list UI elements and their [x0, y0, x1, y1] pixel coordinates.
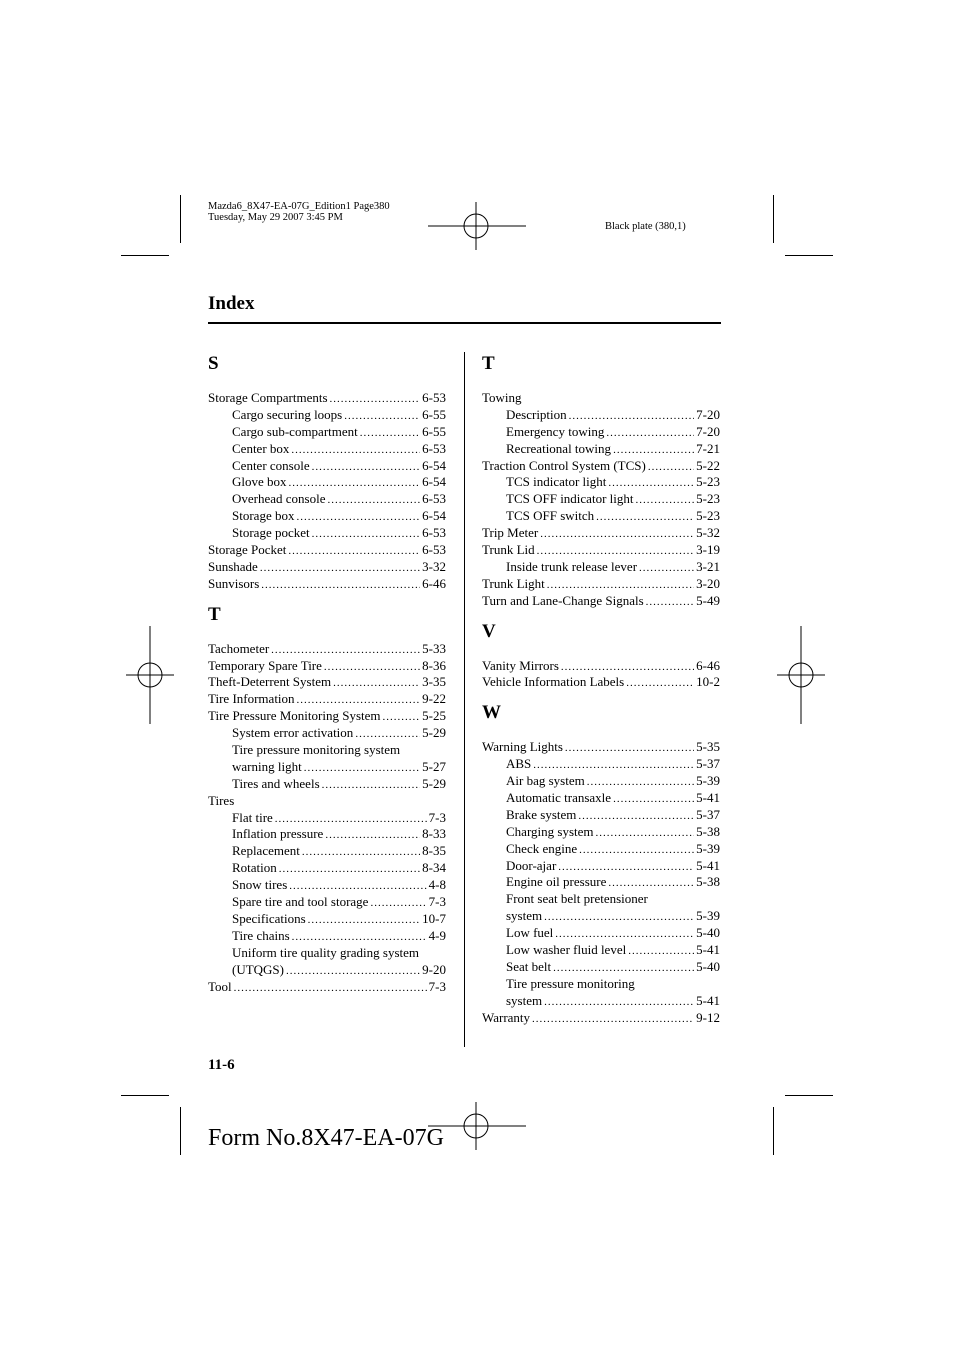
- entry-text: Temporary Spare Tire: [208, 657, 322, 673]
- entry-text: Sunvisors: [208, 575, 260, 591]
- index-entries: [208, 641, 446, 996]
- entry-text: Storage pocket: [232, 525, 310, 541]
- entry-page: 8-35: [422, 843, 446, 859]
- dot-leader: [344, 408, 420, 425]
- index-entry: [482, 424, 720, 441]
- dot-leader: [302, 844, 420, 861]
- entry-text: TCS OFF indicator light: [506, 491, 634, 507]
- dot-leader: [328, 492, 421, 509]
- dot-leader: [606, 425, 694, 442]
- entry-page: 6-46: [422, 575, 446, 591]
- entry-page: 8-36: [422, 657, 446, 673]
- entry-page: 5-22: [696, 457, 720, 473]
- entry-page: 7-21: [696, 440, 720, 456]
- index-entry: [482, 807, 720, 824]
- entry-page: 9-22: [422, 691, 446, 707]
- entry-text: TCS OFF switch: [506, 508, 595, 524]
- index-entry: [482, 1010, 720, 1027]
- entry-page: 6-55: [422, 406, 446, 422]
- entry-page: 7-20: [696, 423, 720, 439]
- entry-page: 6-53: [422, 390, 446, 405]
- entry-text: Trunk Lid: [482, 542, 535, 558]
- entry-page: 5-29: [422, 775, 446, 791]
- entry-text: Emergency towing: [506, 423, 605, 439]
- index-entry: [482, 874, 720, 891]
- entry-text: Glove box: [232, 474, 287, 490]
- dot-leader: [646, 594, 695, 611]
- index-entry: [208, 860, 446, 877]
- index-entry: [482, 474, 720, 491]
- index-entry: [482, 658, 720, 675]
- entry-page: 5-29: [422, 725, 446, 741]
- entry-text: Tires and wheels: [232, 775, 320, 791]
- entry-page: 5-27: [422, 758, 446, 774]
- index-entry: [208, 826, 446, 843]
- entry-page: 9-20: [422, 961, 446, 977]
- dot-leader: [569, 408, 695, 425]
- entry-page: 5-38: [696, 874, 720, 890]
- entry-page: 5-37: [696, 806, 720, 822]
- dot-leader: [565, 740, 694, 757]
- page-number: 11-6: [208, 1057, 235, 1073]
- entry-text: Tire chains: [232, 927, 290, 943]
- entry-page: 7-3: [428, 894, 446, 910]
- dot-leader: [297, 692, 421, 709]
- entry-page: 5-40: [696, 925, 720, 941]
- entry-text: Vehicle Information Labels: [482, 674, 625, 690]
- entry-page: 5-37: [696, 756, 720, 772]
- entry-text: Tire Pressure Monitoring System: [208, 708, 381, 724]
- entry-page: 5-23: [696, 491, 720, 507]
- dot-leader: [370, 895, 426, 912]
- dot-leader: [260, 560, 420, 577]
- entry-page: 3-20: [696, 575, 720, 591]
- entry-text: Spare tire and tool storage: [232, 894, 369, 910]
- entry-page: 8-34: [422, 860, 446, 876]
- entry-text: Center box: [232, 440, 290, 456]
- index-entry: [208, 945, 446, 962]
- entry-page: 7-3: [428, 978, 446, 994]
- entry-text: Overhead console: [232, 491, 326, 507]
- index-entry: [208, 911, 446, 928]
- dot-leader: [555, 926, 694, 943]
- entry-page: 5-40: [696, 958, 720, 974]
- index-entry: [208, 928, 446, 945]
- registration-mark-left: [126, 626, 176, 724]
- entry-text: Charging system: [506, 823, 594, 839]
- crop-mark: [785, 1095, 833, 1096]
- index-entry: [482, 908, 720, 925]
- index-entry: [482, 773, 720, 790]
- index-entry: [208, 424, 446, 441]
- dot-leader: [324, 659, 420, 676]
- index-entry: [208, 962, 446, 979]
- entry-text: Brake system: [506, 806, 577, 822]
- index-entry: [208, 525, 446, 542]
- index-entry: [208, 877, 446, 894]
- entry-text: Flat tire: [232, 809, 273, 825]
- dot-leader: [561, 659, 694, 676]
- index-entries: [482, 739, 720, 1026]
- section-letter: T: [482, 353, 495, 374]
- index-entry: [208, 793, 446, 810]
- dot-leader: [639, 560, 694, 577]
- dot-leader: [579, 842, 694, 859]
- entry-text: Turn and Lane-Change Signals: [482, 592, 644, 608]
- dot-leader: [271, 642, 420, 659]
- index-entry: [482, 576, 720, 593]
- file-line: Mazda6_8X47-EA-07G_Edition1 Page380: [208, 201, 390, 212]
- entry-page: 4-8: [428, 877, 446, 893]
- entry-text: Tire Information: [208, 691, 295, 707]
- entry-page: 5-41: [696, 992, 720, 1008]
- dot-leader: [547, 577, 694, 594]
- index-entry: [482, 925, 720, 942]
- entry-text: Automatic transaxle: [506, 790, 612, 806]
- entry-page: 7-20: [696, 406, 720, 422]
- right-column: [482, 354, 720, 1027]
- index-entry: [208, 776, 446, 793]
- entry-text: Recreational towing: [506, 440, 612, 456]
- section-letter: T: [208, 603, 221, 625]
- entry-text: Tachometer: [208, 640, 270, 656]
- entry-page: 5-49: [696, 592, 720, 608]
- entry-page: 5-41: [696, 942, 720, 958]
- index-entry: [208, 390, 446, 407]
- entry-text: Sunshade: [208, 558, 258, 574]
- entry-page: 5-23: [696, 508, 720, 524]
- dot-leader: [587, 774, 694, 791]
- dot-leader: [330, 391, 421, 408]
- index-entry: [482, 993, 720, 1010]
- entry-text: Towing: [482, 390, 522, 405]
- dot-leader: [308, 912, 421, 929]
- dot-leader: [544, 994, 694, 1011]
- crop-mark: [121, 255, 169, 256]
- dot-leader: [635, 492, 694, 509]
- dot-leader: [383, 709, 421, 726]
- index-entry: [482, 508, 720, 525]
- index-entry: [482, 559, 720, 576]
- dot-leader: [289, 878, 426, 895]
- index-entry: [208, 474, 446, 491]
- dot-leader: [537, 543, 695, 560]
- index-entry: [208, 708, 446, 725]
- index-entry: [482, 441, 720, 458]
- crop-mark: [180, 1107, 181, 1155]
- entry-text: Warranty: [482, 1009, 531, 1025]
- entry-text: Warning Lights: [482, 739, 563, 755]
- entry-page: 4-9: [428, 927, 446, 943]
- index-entry: [208, 658, 446, 675]
- index-entry: [208, 810, 446, 827]
- index-entry: [482, 458, 720, 475]
- entry-page: 5-38: [696, 823, 720, 839]
- index-entries: [208, 390, 446, 593]
- index-entry: [208, 894, 446, 911]
- left-column: [208, 354, 446, 995]
- index-entry: [482, 942, 720, 959]
- entry-page: 7-3: [428, 809, 446, 825]
- date-line: Tuesday, May 29 2007 3:45 PM: [208, 212, 343, 223]
- index-entry: [208, 576, 446, 593]
- entry-text: Specifications: [232, 910, 306, 926]
- entry-text: Tire pressure monitoring: [506, 975, 635, 991]
- entry-page: 5-33: [422, 640, 446, 656]
- registration-mark-top: [428, 198, 526, 254]
- dot-leader: [533, 757, 694, 774]
- column-divider: [464, 352, 465, 1047]
- entry-text: Traction Control System (TCS): [482, 457, 646, 473]
- dot-leader: [596, 825, 695, 842]
- page-title: Index: [208, 293, 255, 314]
- entry-text: Trip Meter: [482, 525, 539, 541]
- dot-leader: [261, 577, 420, 594]
- crop-mark: [773, 195, 774, 243]
- dot-leader: [325, 827, 420, 844]
- entry-page: 3-21: [696, 558, 720, 574]
- entry-text: system: [506, 908, 543, 924]
- entry-text: Storage box: [232, 508, 295, 524]
- entry-text: Rotation: [232, 860, 277, 876]
- dot-leader: [275, 811, 427, 828]
- entry-text: TCS indicator light: [506, 474, 607, 490]
- index-entry: [482, 525, 720, 542]
- index-entry: [208, 725, 446, 742]
- dot-leader: [322, 777, 421, 794]
- entry-page: 3-19: [696, 542, 720, 558]
- dot-leader: [292, 929, 427, 946]
- entry-text: Inside trunk release lever: [506, 558, 638, 574]
- entry-text: System error activation: [232, 725, 354, 741]
- index-entry: [208, 979, 446, 996]
- entry-page: 5-39: [696, 773, 720, 789]
- section-letter: W: [482, 702, 501, 724]
- dot-leader: [532, 1011, 694, 1028]
- registration-mark-right: [777, 626, 827, 724]
- entry-text: Engine oil pressure: [506, 874, 607, 890]
- index-entry: [482, 542, 720, 559]
- index-entries: [482, 658, 720, 692]
- crop-mark: [180, 195, 181, 243]
- entry-page: 6-53: [422, 542, 446, 558]
- entry-text: Tire pressure monitoring system: [232, 742, 401, 758]
- entry-page: 5-39: [696, 908, 720, 924]
- index-entry: [208, 407, 446, 424]
- dot-leader: [312, 526, 421, 543]
- entry-page: 5-41: [696, 790, 720, 806]
- index-entry: [208, 441, 446, 458]
- index-entry: [208, 508, 446, 525]
- dot-leader: [291, 442, 420, 459]
- index-entry: [482, 824, 720, 841]
- dot-leader: [544, 909, 694, 926]
- dot-leader: [613, 442, 694, 459]
- dot-leader: [578, 808, 694, 825]
- dot-leader: [304, 760, 420, 777]
- entry-text: Low fuel: [506, 925, 554, 941]
- index-entry: [482, 739, 720, 756]
- plate-label: Black plate (380,1): [605, 221, 686, 232]
- form-number: Form No.8X47-EA-07G: [208, 1125, 444, 1151]
- index-entry: [208, 458, 446, 475]
- index-entry: [482, 491, 720, 508]
- crop-mark: [121, 1095, 169, 1096]
- entry-text: Uniform tire quality grading system: [232, 944, 420, 960]
- dot-leader: [288, 543, 420, 560]
- entry-page: 6-54: [422, 508, 446, 524]
- entry-text: Inflation pressure: [232, 826, 324, 842]
- dot-leader: [289, 475, 421, 492]
- entry-text: Cargo securing loops: [232, 406, 343, 422]
- index-entry: [482, 756, 720, 773]
- entry-text: Seat belt: [506, 958, 552, 974]
- index-entry: [482, 959, 720, 976]
- entry-page: 8-33: [422, 826, 446, 842]
- entry-text: Low washer fluid level: [506, 942, 627, 958]
- entry-page: 9-12: [696, 1009, 720, 1025]
- entry-page: 10-2: [696, 674, 720, 690]
- dot-leader: [540, 526, 694, 543]
- dot-leader: [648, 459, 694, 476]
- entry-page: 6-54: [422, 457, 446, 473]
- dot-leader: [626, 675, 694, 692]
- index-entry: [208, 641, 446, 658]
- dot-leader: [312, 459, 421, 476]
- index-entry: [482, 841, 720, 858]
- entry-text: ABS: [506, 756, 532, 772]
- entry-text: Cargo sub-compartment: [232, 423, 358, 439]
- entry-text: Vanity Mirrors: [482, 657, 559, 673]
- entry-page: 6-55: [422, 423, 446, 439]
- index-entry: [482, 407, 720, 424]
- index-entry: [482, 858, 720, 875]
- entry-page: 3-32: [422, 558, 446, 574]
- entry-text: Check engine: [506, 840, 578, 856]
- dot-leader: [608, 475, 694, 492]
- dot-leader: [296, 509, 420, 526]
- entry-text: warning light: [232, 758, 302, 774]
- print-header: [208, 201, 390, 223]
- crop-mark: [773, 1107, 774, 1155]
- entry-text: Tires: [208, 792, 235, 808]
- entry-page: 5-25: [422, 708, 446, 724]
- index-entry: [208, 843, 446, 860]
- entry-page: 10-7: [422, 910, 446, 926]
- entry-page: 6-46: [696, 657, 720, 673]
- index-entry: [482, 674, 720, 691]
- index-entry: [482, 593, 720, 610]
- entry-page: 6-54: [422, 474, 446, 490]
- entry-page: 6-53: [422, 440, 446, 456]
- index-entry: [208, 742, 446, 759]
- dot-leader: [279, 861, 420, 878]
- entry-page: 5-32: [696, 525, 720, 541]
- index-entry: [482, 976, 720, 993]
- entry-text: system: [506, 992, 543, 1008]
- dot-leader: [608, 875, 694, 892]
- entry-page: 6-53: [422, 491, 446, 507]
- entry-text: Storage Pocket: [208, 542, 287, 558]
- dot-leader: [355, 726, 420, 743]
- entry-text: Replacement: [232, 843, 300, 859]
- index-entry: [208, 759, 446, 776]
- dot-leader: [596, 509, 694, 526]
- entry-page: 5-35: [696, 739, 720, 755]
- entry-text: Front seat belt pretensioner: [506, 891, 648, 907]
- crop-mark: [785, 255, 833, 256]
- section-letter: S: [208, 353, 219, 374]
- index-entry: [482, 790, 720, 807]
- index-entry: [208, 542, 446, 559]
- index-entry: [208, 691, 446, 708]
- dot-leader: [333, 675, 420, 692]
- entry-text: Theft-Deterrent System: [208, 674, 332, 690]
- index-entry: [208, 559, 446, 576]
- index-entry: [208, 491, 446, 508]
- index-entries: [482, 390, 720, 610]
- entry-text: Trunk Light: [482, 575, 545, 591]
- entry-page: 5-23: [696, 474, 720, 490]
- title-rule: [208, 322, 721, 324]
- dot-leader: [613, 791, 694, 808]
- dot-leader: [558, 859, 694, 876]
- entry-text: Center console: [232, 457, 310, 473]
- dot-leader: [234, 980, 427, 997]
- entry-text: Door-ajar: [506, 857, 557, 873]
- index-entry: [482, 390, 720, 407]
- entry-page: 5-39: [696, 840, 720, 856]
- entry-text: Tool: [208, 978, 232, 994]
- index-entry: [482, 891, 720, 908]
- entry-text: Air bag system: [506, 773, 585, 789]
- index-entry: [208, 674, 446, 691]
- dot-leader: [628, 943, 694, 960]
- entry-page: 6-53: [422, 525, 446, 541]
- dot-leader: [360, 425, 420, 442]
- dot-leader: [286, 963, 420, 980]
- entry-page: 3-35: [422, 674, 446, 690]
- section-letter: V: [482, 620, 496, 642]
- entry-text: Storage Compartments: [208, 390, 328, 405]
- dot-leader: [553, 960, 694, 977]
- entry-text: Snow tires: [232, 877, 288, 893]
- entry-page: 5-41: [696, 857, 720, 873]
- entry-text: (UTQGS): [232, 961, 284, 977]
- entry-text: Description: [506, 406, 567, 422]
